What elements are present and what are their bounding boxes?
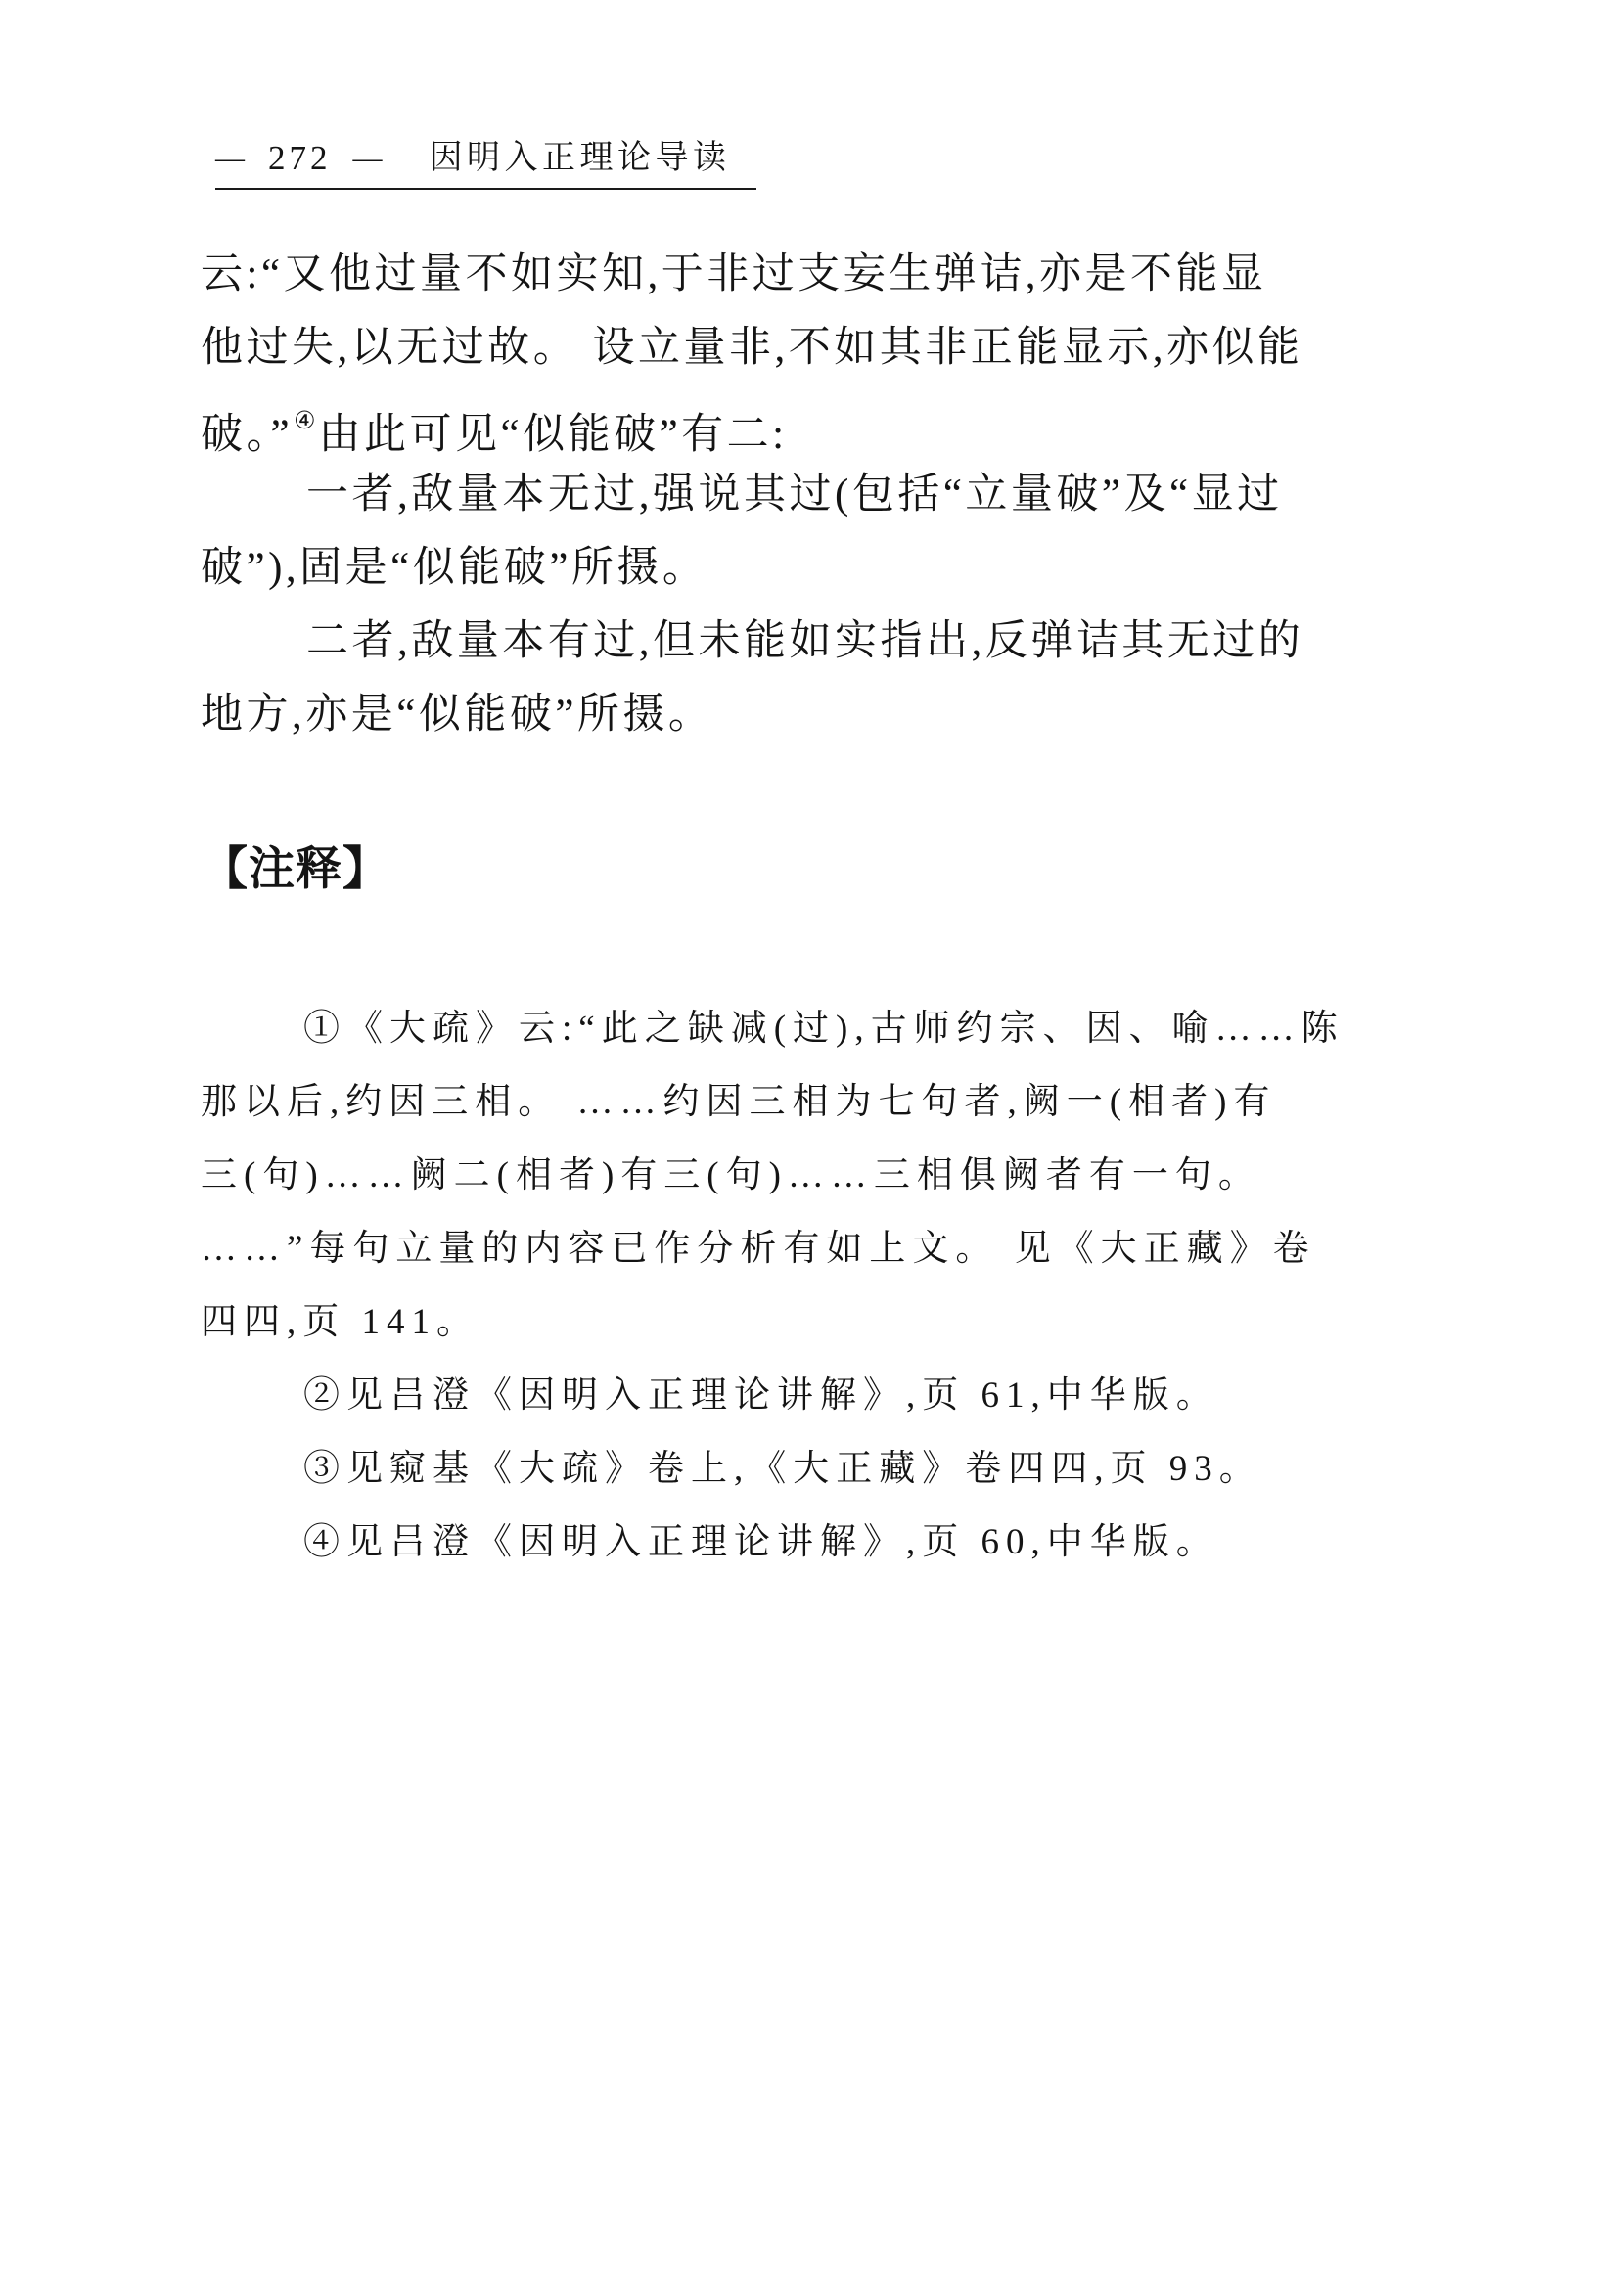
footnote-text: ④见吕澄《因明入正理论讲解》,页 60,中华版。 xyxy=(303,1522,1219,1562)
footnote-line xyxy=(201,1212,1473,1285)
footnote-text: 三(句)……阙二(相者)有三(句)……三相俱阙者有一句。 xyxy=(201,1155,1261,1195)
body-line-text: 破”),固是“似能破”所摄。 xyxy=(201,545,708,591)
footnote-line xyxy=(201,1432,1473,1506)
body-line-text: 云:“又他过量不如实知,于非过支妄生弹诘,亦是不能显 xyxy=(201,251,1267,297)
running-header xyxy=(215,139,756,190)
footnote-line xyxy=(201,1359,1473,1432)
body-line xyxy=(201,605,1463,678)
body-line xyxy=(201,311,1463,384)
page-number: 272 xyxy=(268,139,332,177)
footnote-line xyxy=(201,1506,1473,1579)
body-line-text: 二者,敌量本有过,但未能如实指出,反弹诘其无过的 xyxy=(306,618,1304,664)
body-line-text: 一者,敌量本无过,强说其过(包括“立量破”及“显过 xyxy=(306,472,1283,518)
body-line-text: 地方,亦是“似能破”所摄。 xyxy=(201,692,714,738)
footnote-text: 四四,页 141。 xyxy=(201,1302,479,1342)
body-text xyxy=(201,238,1463,751)
body-line-text: 他过失,以无过故。 设立量非,不如其非正能显示,亦似能 xyxy=(201,325,1303,371)
footnote-line xyxy=(201,1065,1473,1139)
book-title: 因明入正理论导读 xyxy=(429,140,731,176)
body-line-text: 由此可见“似能破”有二: xyxy=(318,412,788,458)
header-dash-right: — xyxy=(352,142,383,174)
footnote-line xyxy=(201,992,1473,1065)
footnote-line xyxy=(201,1285,1473,1359)
footnote-text: 那以后,约因三相。 ……约因三相为七句者,阙一(相者)有 xyxy=(201,1082,1277,1122)
body-line xyxy=(201,384,1463,458)
notes-section-title: 【注释】 xyxy=(202,844,389,895)
header-dash-left: — xyxy=(215,142,245,174)
footnote-text: ②见吕澄《因明入正理论讲解》,页 61,中华版。 xyxy=(303,1375,1219,1416)
body-line-text: 破。” xyxy=(201,412,294,458)
footnote-ref-4: ④ xyxy=(294,408,316,434)
footnote-line xyxy=(201,1139,1473,1212)
footnote-text: ③见窥基《大疏》卷上,《大正藏》卷四四,页 93。 xyxy=(303,1449,1262,1489)
body-line xyxy=(201,531,1463,605)
body-line xyxy=(201,678,1463,751)
body-line xyxy=(201,458,1463,531)
body-line xyxy=(201,238,1463,311)
footnotes xyxy=(201,992,1473,1579)
footnote-text: ……”每句立量的内容已作分析有如上文。 见《大正藏》卷 xyxy=(201,1229,1316,1269)
footnote-text: ①《大疏》云:“此之缺减(过),古师约宗、因、喻……陈 xyxy=(303,1009,1345,1049)
